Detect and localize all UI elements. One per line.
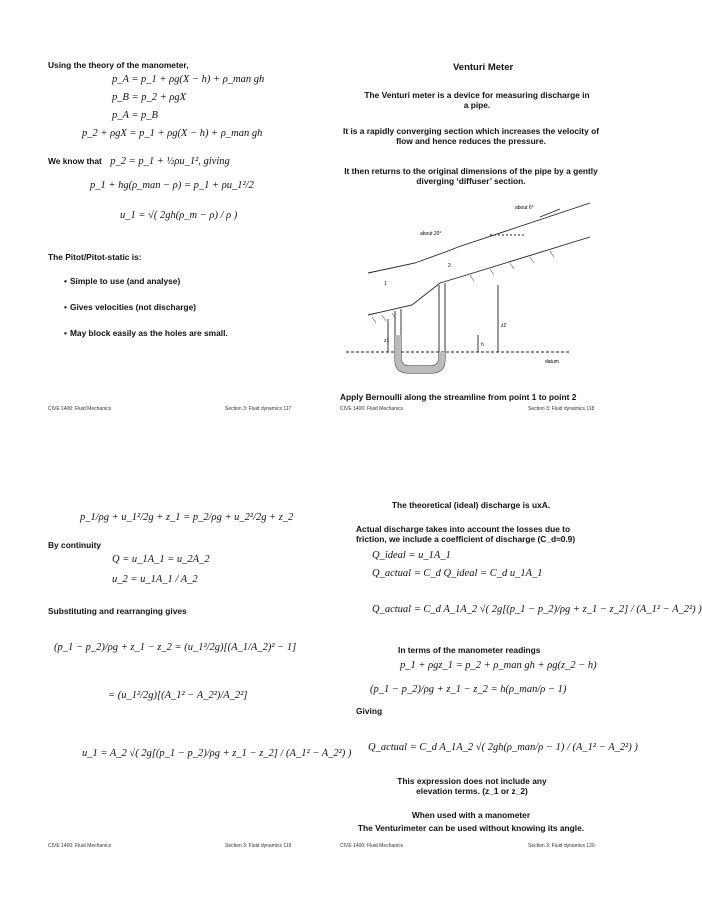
label-about-6: about 6°	[515, 205, 534, 211]
footer-right: Section 3: Fluid dynamics 118	[528, 406, 595, 412]
q-ideal-equation: Q_ideal = u_1A_1	[372, 550, 451, 561]
actual-discharge: Actual discharge takes into account the losses due to friction, we include a coefficient of discharge (C_d≈0.9)	[356, 524, 576, 544]
venturi-converging: It is a rapidly converging section which increases the velocity of flow and hence reduces the pressure.	[343, 126, 599, 146]
u1-equation: u_1 = A_2 √( 2g[(p_1 − p_2)/ρg + z_1 − z_2] / (A_1² − A_2²) )	[82, 748, 352, 759]
rearranged-equation-2: = (u_1²/2g)[(A_1² − A_2²)/A_2²]	[108, 690, 248, 701]
footer-left: CIVE 1400: Fluid Mechanics	[340, 406, 404, 412]
pipe-hatch	[372, 251, 554, 323]
label-about-20: about 20°	[420, 231, 442, 237]
venturi-title: Venturi Meter	[453, 62, 514, 73]
venturi-angle-note: The Venturimeter can be used without knowing its angle.	[357, 823, 585, 833]
pitot-heading: The Pitot/Pitot-static is:	[48, 252, 142, 262]
bullet-item: • Gives velocities (not discharge)	[64, 302, 196, 312]
continuity-equation: Q = u_1A_1 = u_2A_2	[112, 554, 210, 565]
footer-right: Section 3: Fluid dynamics 117	[225, 406, 292, 412]
footer-right: Section 3: Fluid dynamics 120	[528, 843, 595, 849]
pressure-difference-equation: (p_1 − p_2)/ρg + z_1 − z_2 = h(ρ_man/ρ − 1)	[370, 684, 567, 695]
label-z1: z1	[384, 338, 390, 344]
rearranged-equation: (p_1 − p_2)/ρg + z_1 − z_2 = (u_1²/2g)[(A_1/A_2)² − 1]	[54, 642, 297, 653]
bernoulli-note: Apply Bernoulli along the streamline from point 1 to point 2	[340, 392, 577, 402]
equation-pa-pb: p_A = p_B	[112, 110, 158, 121]
when-used-note: When used with a manometer	[411, 810, 531, 820]
venturi-intro: The Venturi meter is a device for measuring discharge in a pipe.	[364, 90, 590, 110]
pipe-lower-wall	[368, 237, 590, 315]
pipe-upper-wall	[368, 203, 590, 273]
manometer-outer	[395, 283, 445, 373]
equation-bernoulli-stag: p_2 = p_1 + ½ρu_1², giving	[110, 156, 230, 167]
label-h: h	[481, 342, 484, 348]
u2-equation: u_2 = u_1A_1 / A_2	[112, 574, 198, 585]
label-z2: z2	[501, 323, 507, 329]
bullet-item: • Simple to use (and analyse)	[64, 276, 180, 286]
bernoulli-equation: p_1/ρg + u_1²/2g + z_1 = p_2/ρg + u_2²/2g + z_2	[80, 512, 294, 523]
manometer-equation: p_1 + ρgz_1 = p_2 + ρ_man gh + ρg(z_2 − h)	[400, 660, 597, 671]
equation-pb: p_B = p_2 + ρgX	[112, 92, 187, 103]
label-point-1: 1	[384, 281, 387, 287]
theoretical-discharge: The theoretical (ideal) discharge is uxA.	[391, 500, 551, 510]
label-datum: datum	[545, 359, 559, 365]
angle-line-6	[540, 209, 560, 217]
q-actual-manometer: Q_actual = C_d A_1A_2 √( 2gh(ρ_man/ρ − 1) / (A_1² − A_2²) )	[368, 742, 638, 753]
venturi-diffuser: It then returns to the original dimensions of the pipe by a gently diverging ‘diffuser’ section.	[344, 166, 598, 186]
footer-right: Section 3: Fluid dynamics 119	[225, 843, 292, 849]
manometer-inner	[401, 285, 439, 366]
equation-u1: u_1 = √( 2gh(ρ_m − ρ) / ρ )	[120, 210, 238, 221]
equation-head: p_1 + hg(ρ_man − ρ) = p_1 + ρu_1²/2	[90, 180, 254, 191]
footer-left: CIVE 1400: Fluid Mechanics	[340, 843, 404, 849]
no-elevation-note: This expression does not include any elevation terms. (z_1 or z_2)	[397, 776, 547, 796]
giving-label: Giving	[356, 706, 383, 716]
equation-balance: p_2 + ρgX = p_1 + ρg(X − h) + ρ_man gh	[82, 128, 263, 139]
q-actual-equation: Q_actual = C_d Q_ideal = C_d u_1A_1	[372, 568, 543, 579]
q-actual-full: Q_actual = C_d A_1A_2 √( 2g[(p_1 − p_2)/ρg + z_1 − z_2] / (A_1² − A_2²) )	[372, 604, 702, 615]
manometer-heading: Using the theory of the manometer,	[48, 60, 189, 70]
equation-pa: p_A = p_1 + ρg(X − h) + ρ_man gh	[112, 74, 265, 85]
continuity-label: By continuity	[48, 540, 102, 550]
footer-left: CIVE 1400: Fluid Mechanics	[48, 843, 112, 849]
venturi-diagram	[340, 195, 602, 375]
manometer-fluid	[395, 335, 445, 373]
manometer-readings-label: In terms of the manometer readings	[398, 645, 541, 655]
rearrange-label: Substituting and rearranging gives	[48, 606, 187, 616]
bullet-item: • May block easily as the holes are small.	[64, 328, 228, 338]
footer-left: CIVE 1400: Fluid Mechanics	[48, 406, 112, 412]
we-know-label: We know that	[48, 156, 102, 166]
label-point-2: 2	[448, 263, 451, 269]
